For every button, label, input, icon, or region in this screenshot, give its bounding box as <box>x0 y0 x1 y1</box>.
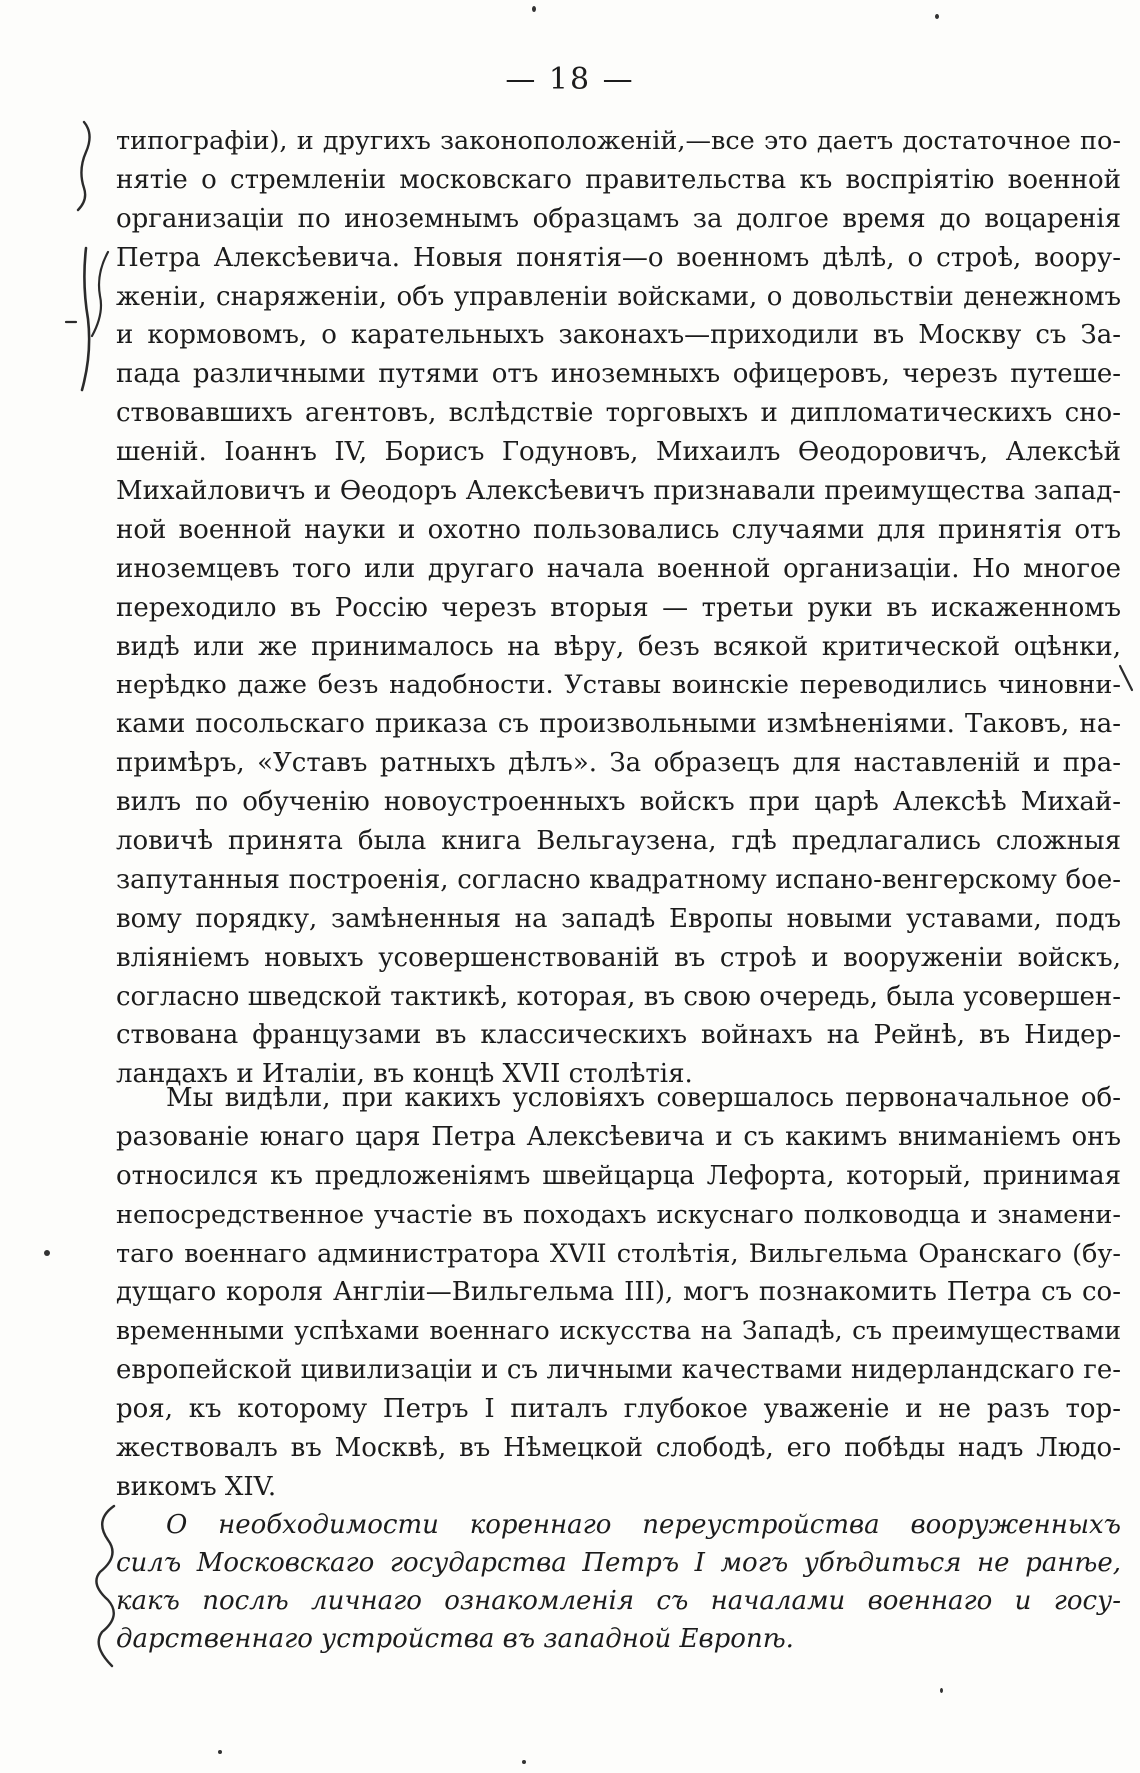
text-line: вліяніемъ новыхъ усовершенствованій въ строѣ и вооруженіи войскъ, <box>116 942 1121 973</box>
scan-speck <box>935 14 939 19</box>
text-line: какъ послѣ личнаго ознакомленія съ началами военнаго и госу- <box>116 1586 1121 1616</box>
text-line: ствовавшихъ агентовъ, вслѣдствіе торговыхъ и дипломатическихъ сно- <box>116 398 1121 429</box>
text-line: дущаго короля Англіи—Вильгельма III), могъ познакомить Петра съ со- <box>116 1277 1121 1308</box>
margin-bracket-top <box>66 118 106 213</box>
text-line: роя, къ которому Петръ I питалъ глубокое уваженіе и не разъ тор- <box>116 1394 1121 1425</box>
text-line: Мы видѣли, при какихъ условіяхъ совершалось первоначальное об- <box>166 1083 1121 1113</box>
scan-speck <box>940 1688 943 1693</box>
text-line: ландахъ и Италіи, въ концѣ XVII столѣтія. <box>116 1059 693 1090</box>
text-line: ловичѣ принята была книга Вельгаузена, гдѣ предлагались сложныя <box>116 826 1121 857</box>
scan-speck <box>522 1760 526 1764</box>
text-line: ной военной науки и охотно пользовались случаями для принятія отъ <box>116 514 1121 545</box>
text-line: нерѣдко даже безъ надобности. Уставы воинскіе переводились чиновни- <box>116 670 1121 701</box>
text-line: европейской цивилизаціи и съ личными качествами нидерландскаго ге- <box>116 1355 1121 1386</box>
text-line: иноземцевъ того или другаго начала военной организаціи. Но многое <box>116 553 1121 584</box>
text-line: жествовалъ въ Москвѣ, въ Нѣмецкой слободѣ, его побѣды надъ Людо- <box>116 1433 1121 1464</box>
text-line: шеній. Іоаннъ IV, Борисъ Годуновъ, Михаилъ Ѳеодоровичъ, Алексѣй <box>116 437 1121 468</box>
text-line: викомъ XIV. <box>116 1471 277 1502</box>
text-line: переходило въ Россію черезъ вторыя — третьи руки въ искаженномъ <box>116 592 1121 623</box>
scan-speck <box>218 1750 222 1754</box>
scan-speck <box>532 6 536 12</box>
text-line: силъ Московскаго государства Петръ I могъ убѣдиться не ранѣе, <box>116 1548 1121 1578</box>
text-line: нятіе о стремленіи московскаго правительства къ воспріятію военной <box>116 164 1121 195</box>
text-line: и кормовомъ, о карательныхъ законахъ—приходили въ Москву съ За- <box>116 320 1121 351</box>
text-line: видѣ или же принималось на вѣру, безъ всякой критической оцѣнки, <box>116 631 1121 662</box>
text-line: относился къ предложеніямъ швейцарца Лефорта, который, принимая <box>116 1160 1121 1191</box>
text-line: Петра Алексѣевича. Новыя понятія—о военномъ дѣлѣ, о строѣ, воору- <box>116 242 1121 273</box>
paragraph-1 <box>116 122 1121 1094</box>
text-line: типографіи), и другихъ законоположеній,—все это даетъ достаточное по- <box>116 126 1121 156</box>
text-line: О необходимости кореннаго переустройства вооруженныхъ <box>166 1510 1121 1540</box>
paragraph-2 <box>116 1079 1121 1507</box>
text-line: женіи, снаряженіи, объ управленіи войсками, о довольствіи денежномъ <box>116 281 1121 312</box>
page-number: — 18 — <box>505 62 635 97</box>
text-line: Михайловичъ и Ѳеодоръ Алексѣевичъ признавали преимущества запад- <box>116 476 1121 507</box>
text-line: таго военнаго администратора XVII столѣтія, Вильгельма Оранскаго (бу- <box>116 1238 1121 1269</box>
text-line: вому порядку, замѣненныя на западѣ Европы новыми уставами, подъ <box>116 903 1121 934</box>
text-line: ками посольскаго приказа съ произвольными измѣненіями. Таковъ, на- <box>116 709 1121 740</box>
margin-bracket-middle <box>56 244 116 394</box>
text-line: организаціи по иноземнымъ образцамъ за долгое время до воцаренія <box>116 203 1121 234</box>
text-line: разованіе юнаго царя Петра Алексѣевича и съ какимъ вниманіемъ онъ <box>116 1121 1121 1152</box>
text-line: согласно шведской тактикѣ, которая, въ свою очередь, была усовершен- <box>116 981 1121 1012</box>
text-line: ствована французами въ классическихъ войнахъ на Рейнѣ, въ Нидер- <box>116 1020 1121 1051</box>
paragraph-3-italic <box>116 1506 1121 1658</box>
text-line: вилъ по обученію новоустроенныхъ войскъ при царѣ Алексѣѣ Михай- <box>116 787 1121 818</box>
text-line: дарственнаго устройства въ западной Европѣ. <box>116 1624 794 1654</box>
text-line: примѣръ, «Уставъ ратныхъ дѣлъ». За образецъ для наставленій и пра- <box>116 748 1121 779</box>
scan-speck <box>44 1250 50 1256</box>
text-line: запутанныя построенія, согласно квадратному испано-венгерскому бое- <box>116 864 1121 895</box>
text-line: пада различными путями отъ иноземныхъ офицеровъ, черезъ путеше- <box>116 359 1121 390</box>
text-line: временными успѣхами военнаго искусства на Западѣ, съ преимуществами <box>116 1316 1121 1346</box>
text-line: непосредственное участіе въ походахъ искуснаго полководца и знамени- <box>116 1199 1121 1230</box>
